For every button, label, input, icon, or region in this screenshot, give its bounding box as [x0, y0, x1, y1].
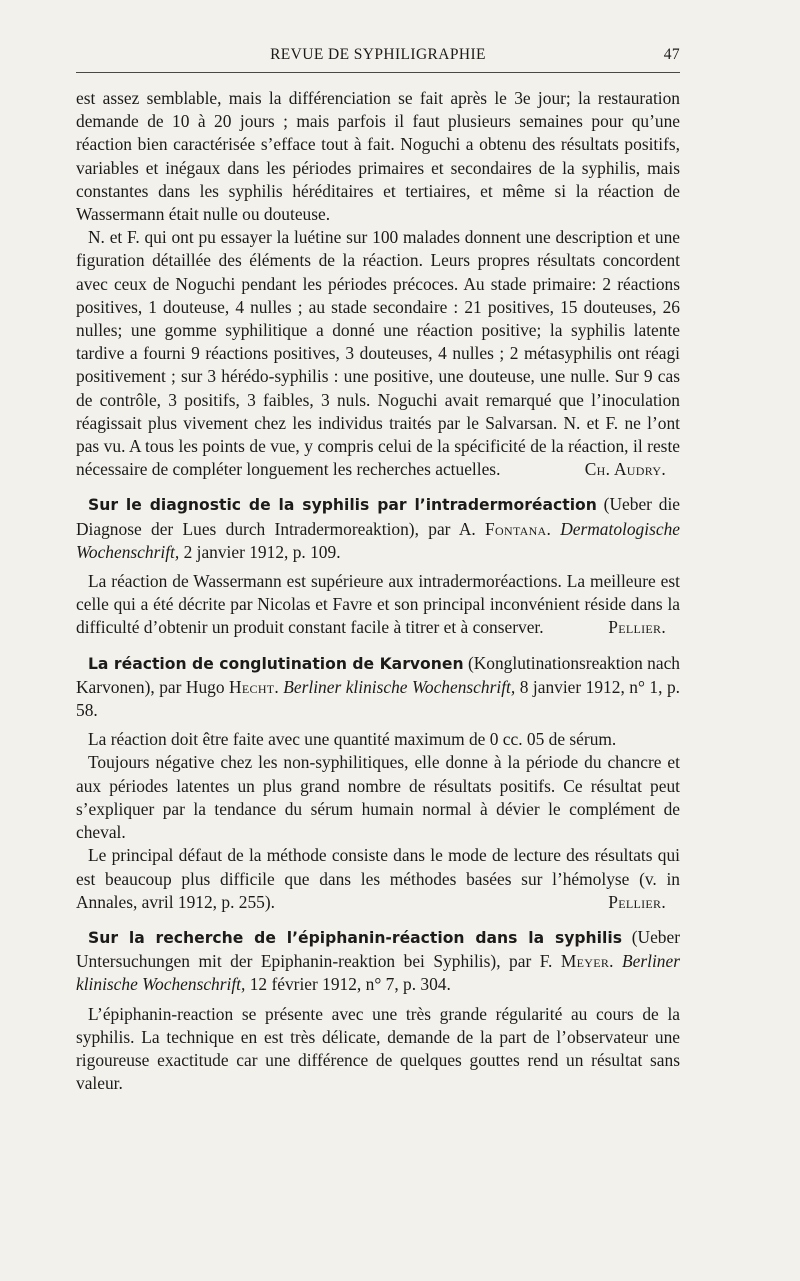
review-entry-citation: (Ueber Untersuchungen mit der Epiphanin-reaktion bei Syphilis), par F. [76, 926, 681, 972]
review-entry-citation-sep: . [609, 951, 623, 972]
review-entry-date: 2 janvier 1912, p. 109. [179, 541, 341, 562]
review-entry-paragraph: La réaction doit être faite avec une quantité maximum de 0 cc. 05 de sérum. [88, 729, 617, 750]
journal-page [76, 40, 680, 1095]
continuation-paragraph-2-text: N. et F. qui ont pu essayer la luétine sur 100 malades donnent une description et une figuration détaillée des éléments de la réaction. Leurs propres résultats concordent avec ceux de Noguchi pendant les périodes précoces. Au stade primaire: 2 réactions positives, 1 douteuse, 4 nulles ; au stade secondaire : 21 positives, 15 douteuses, 26 nulles; une gomme syphilitique a donné une réaction positive; la syphilis latente tardive a fourni 9 réactions positives, 3 douteuses, 4 nulles ; 2 métasyphilis ont réagi positivement ; sur 3 hérédo-syphilis : une positive, une douteuse, une nulle. Sur 9 cas de contrôle, 3 positifs, 3 faibles, 3 nuls. Noguchi avait remarqué que l’inoculation réagissait plus vivement chez les individus traités par le Salvarsan. N. et F. ne l’ont pas vu. A tous les points de vue, y compris celui de la spécificité de la réaction, il reste nécessaire de compléter longuement les recherches actuelles. [76, 227, 680, 480]
page-number: 47 [663, 46, 680, 63]
review-entry-heading [76, 652, 680, 723]
review-entry-heading [76, 926, 680, 997]
review-entry-date: 8 janvier 1912, n° 1, p. 58. [76, 676, 680, 721]
review-entry-author: Hecht [229, 676, 275, 697]
review-entry-title: Sur le diagnostic de la syphilis par l’intradermoréaction [88, 496, 597, 515]
review-entry-author: Meyer [560, 951, 610, 972]
review-entry-citation: (Ueber die Diagnose der Lues durch Intradermoreaktion), par A. [76, 494, 680, 539]
review-entry-journal: Berliner klinische Wochenschrift, [76, 951, 680, 995]
reviewer-signature: Pellier. [608, 891, 666, 912]
review-entry-paragraph-text: La réaction de Wassermann est supérieure aux intradermoréactions. La meilleure est celle qui a été décrite par Nicolas et Favre et son principal inconvénient réside dans la difficulté d’obtenir un produit constant facile à titrer et à conserver. [76, 571, 680, 638]
review-entry-journal: Dermatologische Wochenschrift, [76, 518, 680, 562]
reviewer-signature: Pellier. [608, 617, 666, 638]
review-entry-paragraph-text: Le principal défaut de la méthode consiste dans le mode de lecture des résultats qui est beaucoup plus difficile que dans les méthodes basées sur l’hémolyse (v. in Annales, avril 1912, p. 255). [76, 845, 680, 912]
review-entry-citation-sep: . [546, 518, 561, 539]
header-rule [76, 72, 680, 73]
continuation-paragraph: est assez semblable, mais la différenciation se fait après le 3e jour; la restauration demande de 10 à 20 jours ; mais parfois il faut plusieurs semaines pour qu’une réaction bien caractérisée s’efface tout à fait. Noguchi a obtenu des résultats positifs, variables et inégaux dans les périodes primaires et secondaires de la syphilis, mais constantes dans les syphilis héréditaires et tertiaires, et même si la réaction de Wassermann était nulle ou douteuse. [76, 88, 680, 225]
reviewer-signature: Ch. Audry. [584, 459, 666, 480]
journal-title: REVUE DE SYPHILIGRAPHIE [270, 46, 486, 63]
review-entry-heading [76, 493, 680, 564]
review-entry-paragraph [76, 844, 680, 914]
review-entry-paragraph: Toujours négative chez les non-syphilitiques, elle donne à la période du chancre et aux périodes latentes un plus grand nombre de résultats positifs. Ce résultat peut s’expliquer par la tendance du sérum humain normal à dévier le complément de cheval. [76, 752, 680, 843]
review-entry-citation-sep: . [274, 676, 284, 697]
review-entry-title: Sur la recherche de l’épiphanin-réaction dans la syphilis [88, 928, 622, 947]
continuation-paragraph-2 [76, 226, 680, 481]
review-entry-paragraph: L’épiphanin-reaction se présente avec une très grande régularité au cours de la syphilis. La technique en est très délicate, demande de la part de l’observateur une rigoureuse exactitude car une différence de quelques gouttes rend un résultat sans valeur. [76, 1003, 680, 1094]
running-header [76, 40, 680, 70]
review-entry-author: Fontana [485, 518, 547, 539]
review-entry-date: 12 février 1912, n° 7, p. 304. [245, 974, 451, 995]
review-entry-journal: Berliner klinische Wochenschrift, [283, 676, 516, 697]
review-entry-title: La réaction de conglutination de Karvonen [88, 654, 464, 673]
review-entry-citation: (Konglutinationsreaktion nach Karvonen), par Hugo [76, 652, 680, 697]
review-entry-paragraph [76, 570, 680, 640]
